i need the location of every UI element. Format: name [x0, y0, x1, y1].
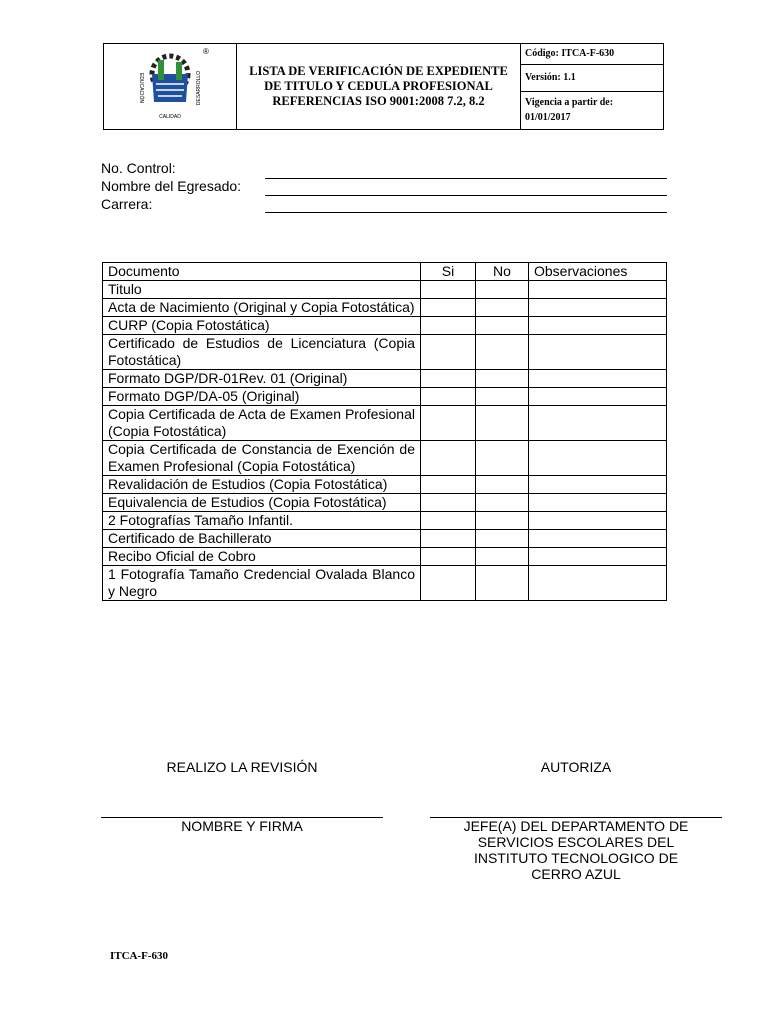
- si-cell[interactable]: [421, 566, 476, 601]
- no-cell[interactable]: [476, 406, 529, 441]
- checklist-body: [103, 281, 667, 601]
- jefe-caption-line: JEFE(A) DEL DEPARTAMENTO DE: [463, 818, 689, 834]
- document-name-cell: Revalidación de Estudios (Copia Fotostática): [103, 476, 421, 494]
- logo-cell: [104, 44, 237, 130]
- title-line: LISTA DE VERIFICACIÓN DE EXPEDIENTE: [249, 64, 508, 78]
- observaciones-cell[interactable]: [529, 317, 667, 335]
- si-cell[interactable]: [421, 494, 476, 512]
- document-name-cell: Titulo: [103, 281, 421, 299]
- codigo-text: Código: ITCA-F-630: [525, 48, 615, 60]
- si-cell[interactable]: [421, 548, 476, 566]
- table-row: [103, 476, 667, 494]
- column-header-documento: Documento: [103, 263, 421, 281]
- document-name-cell: CURP (Copia Fotostática): [103, 317, 421, 335]
- vigencia-cell: [521, 91, 664, 129]
- table-row: [103, 281, 667, 299]
- green-bar-icon: [176, 62, 182, 80]
- no-control-label: No. Control:: [101, 160, 176, 176]
- document-name-cell: Copia Certificada de Constancia de Exención de Examen Profesional (Copia Fotostática): [103, 441, 421, 476]
- table-row: [103, 494, 667, 512]
- jefe-caption-line: INSTITUTO TECNOLOGICO DE: [473, 850, 679, 866]
- table-row: [103, 512, 667, 530]
- registered-mark-icon: ®: [203, 47, 209, 56]
- no-cell[interactable]: [476, 441, 529, 476]
- no-cell[interactable]: [476, 335, 529, 370]
- document-name-cell: Certificado de Estudios de Licenciatura (Copia Fotostática): [103, 335, 421, 370]
- document-checklist-table: [102, 262, 667, 601]
- document-header: [103, 43, 664, 130]
- column-header-observaciones: Observaciones: [529, 263, 667, 281]
- table-row: [103, 370, 667, 388]
- jefe-caption: [430, 818, 722, 882]
- no-cell[interactable]: [476, 566, 529, 601]
- observaciones-cell[interactable]: [529, 406, 667, 441]
- jefe-caption-line: SERVICIOS ESCOLARES DEL: [477, 834, 675, 850]
- document-name-cell: 2 Fotografías Tamaño Infantil.: [103, 512, 421, 530]
- observaciones-cell[interactable]: [529, 441, 667, 476]
- no-cell[interactable]: [476, 370, 529, 388]
- vigencia-date: 01/01/2017: [525, 112, 571, 124]
- si-cell[interactable]: [421, 530, 476, 548]
- nombre-egresado-label: Nombre del Egresado:: [101, 178, 242, 194]
- title-line: DE TITULO Y CEDULA PROFESIONAL: [264, 79, 493, 93]
- no-cell[interactable]: [476, 299, 529, 317]
- title-line: REFERENCIAS ISO 9001:2008 7.2, 8.2: [272, 94, 485, 108]
- document-name-cell: Acta de Nacimiento (Original y Copia Fotostática): [103, 299, 421, 317]
- logo-left-text: EDUCACIÓN: [138, 72, 144, 104]
- document-name-cell: Recibo Oficial de Cobro: [103, 548, 421, 566]
- revision-heading: REALIZO LA REVISIÓN: [166, 759, 318, 775]
- si-cell[interactable]: [421, 335, 476, 370]
- si-cell[interactable]: [421, 281, 476, 299]
- document-name-cell: Equivalencia de Estudios (Copia Fotostática): [103, 494, 421, 512]
- carrera-label: Carrera:: [101, 196, 153, 212]
- institute-logo: [110, 44, 230, 124]
- emblem-shield-icon: [152, 74, 188, 102]
- observaciones-cell[interactable]: [529, 548, 667, 566]
- observaciones-cell[interactable]: [529, 281, 667, 299]
- observaciones-cell[interactable]: [529, 566, 667, 601]
- jefe-caption-line: CERRO AZUL: [531, 866, 621, 882]
- observaciones-cell[interactable]: [529, 476, 667, 494]
- no-cell[interactable]: [476, 317, 529, 335]
- logo-right-text: DESARROLLO: [196, 70, 202, 106]
- si-cell[interactable]: [421, 406, 476, 441]
- document-name-cell: 1 Fotografía Tamaño Credencial Ovalada Blanco y Negro: [103, 566, 421, 601]
- logo-bottom-text: CALIDAD: [159, 114, 181, 120]
- no-cell[interactable]: [476, 494, 529, 512]
- observaciones-cell[interactable]: [529, 512, 667, 530]
- observaciones-cell[interactable]: [529, 335, 667, 370]
- no-control-field[interactable]: [265, 162, 667, 179]
- table-row: [103, 317, 667, 335]
- no-cell[interactable]: [476, 476, 529, 494]
- column-header-no: No: [476, 263, 529, 281]
- carrera-field[interactable]: [265, 196, 667, 213]
- si-cell[interactable]: [421, 388, 476, 406]
- column-header-si: Si: [421, 263, 476, 281]
- table-row: [103, 441, 667, 476]
- si-cell[interactable]: [421, 512, 476, 530]
- observaciones-cell[interactable]: [529, 388, 667, 406]
- document-name-cell: Formato DGP/DA-05 (Original): [103, 388, 421, 406]
- version-text: Versión: 1.1: [525, 72, 576, 84]
- version-cell: [521, 64, 664, 91]
- document-name-cell: Formato DGP/DR-01Rev. 01 (Original): [103, 370, 421, 388]
- document-name-cell: Certificado de Bachillerato: [103, 530, 421, 548]
- table-row: [103, 388, 667, 406]
- document-name-cell: Copia Certificada de Acta de Examen Profesional (Copia Fotostática): [103, 406, 421, 441]
- table-header-row: [103, 263, 667, 281]
- observaciones-cell[interactable]: [529, 370, 667, 388]
- table-row: [103, 335, 667, 370]
- si-cell[interactable]: [421, 317, 476, 335]
- footer-form-code: ITCA-F-630: [110, 950, 169, 962]
- table-row: [103, 406, 667, 441]
- si-cell[interactable]: [421, 476, 476, 494]
- codigo-cell: [521, 44, 664, 65]
- nombre-firma-caption: NOMBRE Y FIRMA: [181, 818, 303, 834]
- no-cell[interactable]: [476, 512, 529, 530]
- observaciones-cell[interactable]: [529, 530, 667, 548]
- document-title: [237, 44, 521, 130]
- observaciones-cell[interactable]: [529, 494, 667, 512]
- autoriza-heading: AUTORIZA: [540, 759, 612, 775]
- observaciones-cell[interactable]: [529, 299, 667, 317]
- no-cell[interactable]: [476, 388, 529, 406]
- vigencia-label: Vigencia a partir de:: [525, 97, 614, 109]
- no-cell[interactable]: [476, 530, 529, 548]
- si-cell[interactable]: [421, 370, 476, 388]
- table-row: [103, 566, 667, 601]
- table-row: [103, 548, 667, 566]
- green-bar-icon: [158, 60, 164, 80]
- nombre-egresado-field[interactable]: [265, 179, 667, 196]
- no-cell[interactable]: [476, 281, 529, 299]
- si-cell[interactable]: [421, 299, 476, 317]
- table-row: [103, 530, 667, 548]
- table-row: [103, 299, 667, 317]
- si-cell[interactable]: [421, 441, 476, 476]
- no-cell[interactable]: [476, 548, 529, 566]
